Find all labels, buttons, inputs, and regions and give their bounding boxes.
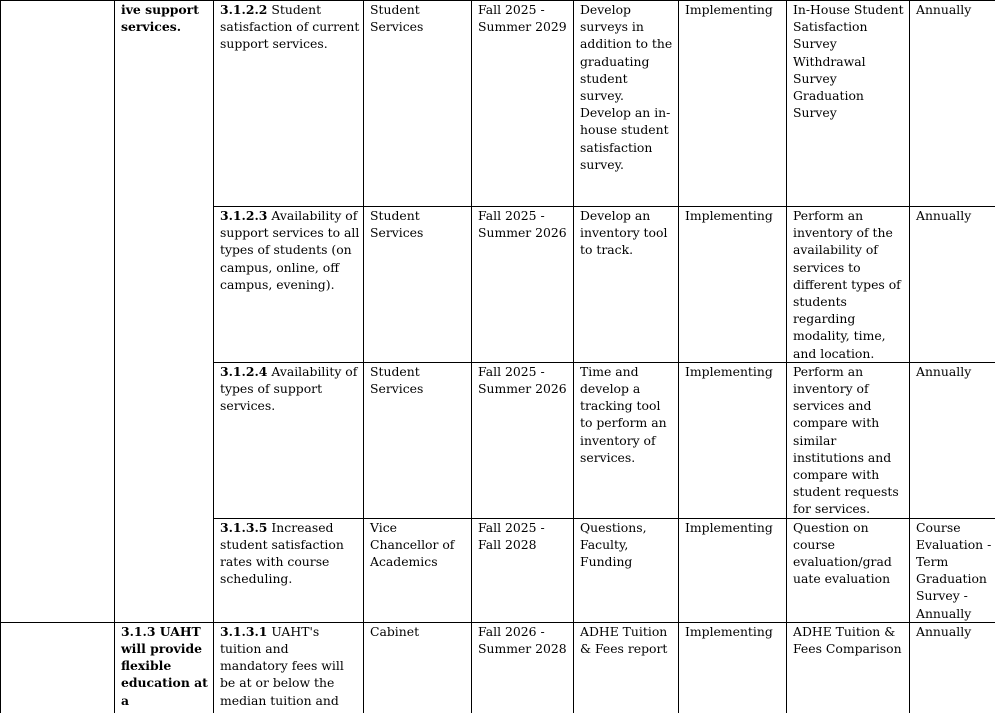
- frequency-cell: Annually: [910, 1, 995, 207]
- assessment-cell: [787, 622, 910, 713]
- goal-text: ive support: [121, 2, 199, 17]
- status-cell: Implementing: [679, 362, 787, 518]
- responsible-cell: Student Services: [364, 362, 472, 518]
- goal-text: 3.1.3 UAHT will provide flexible education at a: [121, 623, 208, 708]
- table-row: [1, 1, 995, 207]
- frequency-cell: Annually: [910, 362, 995, 518]
- goal-cell: [115, 622, 214, 713]
- timeline-cell: Fall 2025 - Summer 2026: [472, 207, 574, 363]
- responsible-cell: Student Services: [364, 1, 472, 207]
- actions-cell: Develop an inventory tool to track.: [574, 207, 679, 363]
- timeline-cell: Fall 2025 - Summer 2026: [472, 362, 574, 518]
- status-cell: Implementing: [679, 622, 787, 713]
- assessment-text: ADHE Tuition & Fees Comparison: [793, 623, 902, 657]
- actions-cell: ADHE Tuition & Fees report: [574, 622, 679, 713]
- assessment-text: Perform an inventory of the availability of services to different types of students regarding modality, time, and location.: [793, 208, 901, 361]
- left-margin-cell: [1, 622, 115, 713]
- measure-code: 3.1.3.1: [220, 623, 268, 639]
- measure-cell: [214, 518, 364, 622]
- measure-text: Increased student satisfaction rates with course scheduling.: [220, 519, 344, 587]
- measure-text: Availability of types of support services.: [220, 363, 358, 414]
- table-row: [1, 622, 995, 713]
- timeline-cell: Fall 2025 - Fall 2028: [472, 518, 574, 622]
- frequency-text: Course Evaluation - Term: [916, 519, 992, 570]
- assessment-text: Graduation Survey: [793, 88, 864, 121]
- left-margin-cell: [1, 1, 115, 623]
- responsible-cell: Cabinet: [364, 622, 472, 713]
- actions-cell: Develop surveys in addition to the graduating student survey. Develop an in-house student satisfaction survey.: [574, 1, 679, 207]
- measure-cell: [214, 362, 364, 518]
- status-cell: Implementing: [679, 207, 787, 363]
- measure-text: Availability of support services to all types of students (on campus, online, off campus, evening).: [220, 208, 360, 292]
- assessment-text: In-House Student Satisfaction Survey: [793, 2, 904, 52]
- timeline-cell: Fall 2026 - Summer 2028: [472, 622, 574, 713]
- assessment-text: Perform an inventory of services and compare with similar institutions and compare with student requests for services.: [793, 363, 899, 517]
- measure-cell: [214, 207, 364, 363]
- status-cell: Implementing: [679, 1, 787, 207]
- timeline-cell: Fall 2025 - Summer 2029: [472, 1, 574, 207]
- status-cell: Implementing: [679, 518, 787, 622]
- goal-text: services.: [121, 19, 182, 35]
- actions-cell: Time and develop a tracking tool to perform an inventory of services.: [574, 362, 679, 518]
- assessment-text: Withdrawal Survey: [793, 53, 866, 86]
- assessment-text: Question on course evaluation/grad uate evaluation: [793, 519, 892, 587]
- measure-cell: [214, 622, 364, 713]
- goal-cell: [115, 1, 214, 623]
- frequency-cell: Annually: [910, 207, 995, 363]
- responsible-cell: Vice Chancellor of Academics: [364, 518, 472, 622]
- assessment-cell: [787, 518, 910, 622]
- measure-code: 3.1.2.2: [220, 2, 268, 17]
- assessment-cell: [787, 362, 910, 518]
- measure-text: Student satisfaction of current support services.: [220, 2, 360, 52]
- measure-code: 3.1.2.3: [220, 208, 268, 223]
- frequency-cell: Annually: [910, 622, 995, 713]
- responsible-cell: Student Services: [364, 207, 472, 363]
- measure-cell: [214, 1, 364, 207]
- measure-code: 3.1.2.4: [220, 363, 268, 379]
- measure-text: UAHT's tuition and mandatory fees will be at or below the median tuition and: [220, 623, 344, 708]
- frequency-text: Graduation Survey - Annually: [916, 571, 987, 621]
- frequency-cell: [910, 518, 995, 622]
- assessment-cell: [787, 1, 910, 207]
- actions-cell: Questions, Faculty, Funding: [574, 518, 679, 622]
- measure-code: 3.1.3.5: [220, 519, 268, 535]
- assessment-cell: [787, 207, 910, 363]
